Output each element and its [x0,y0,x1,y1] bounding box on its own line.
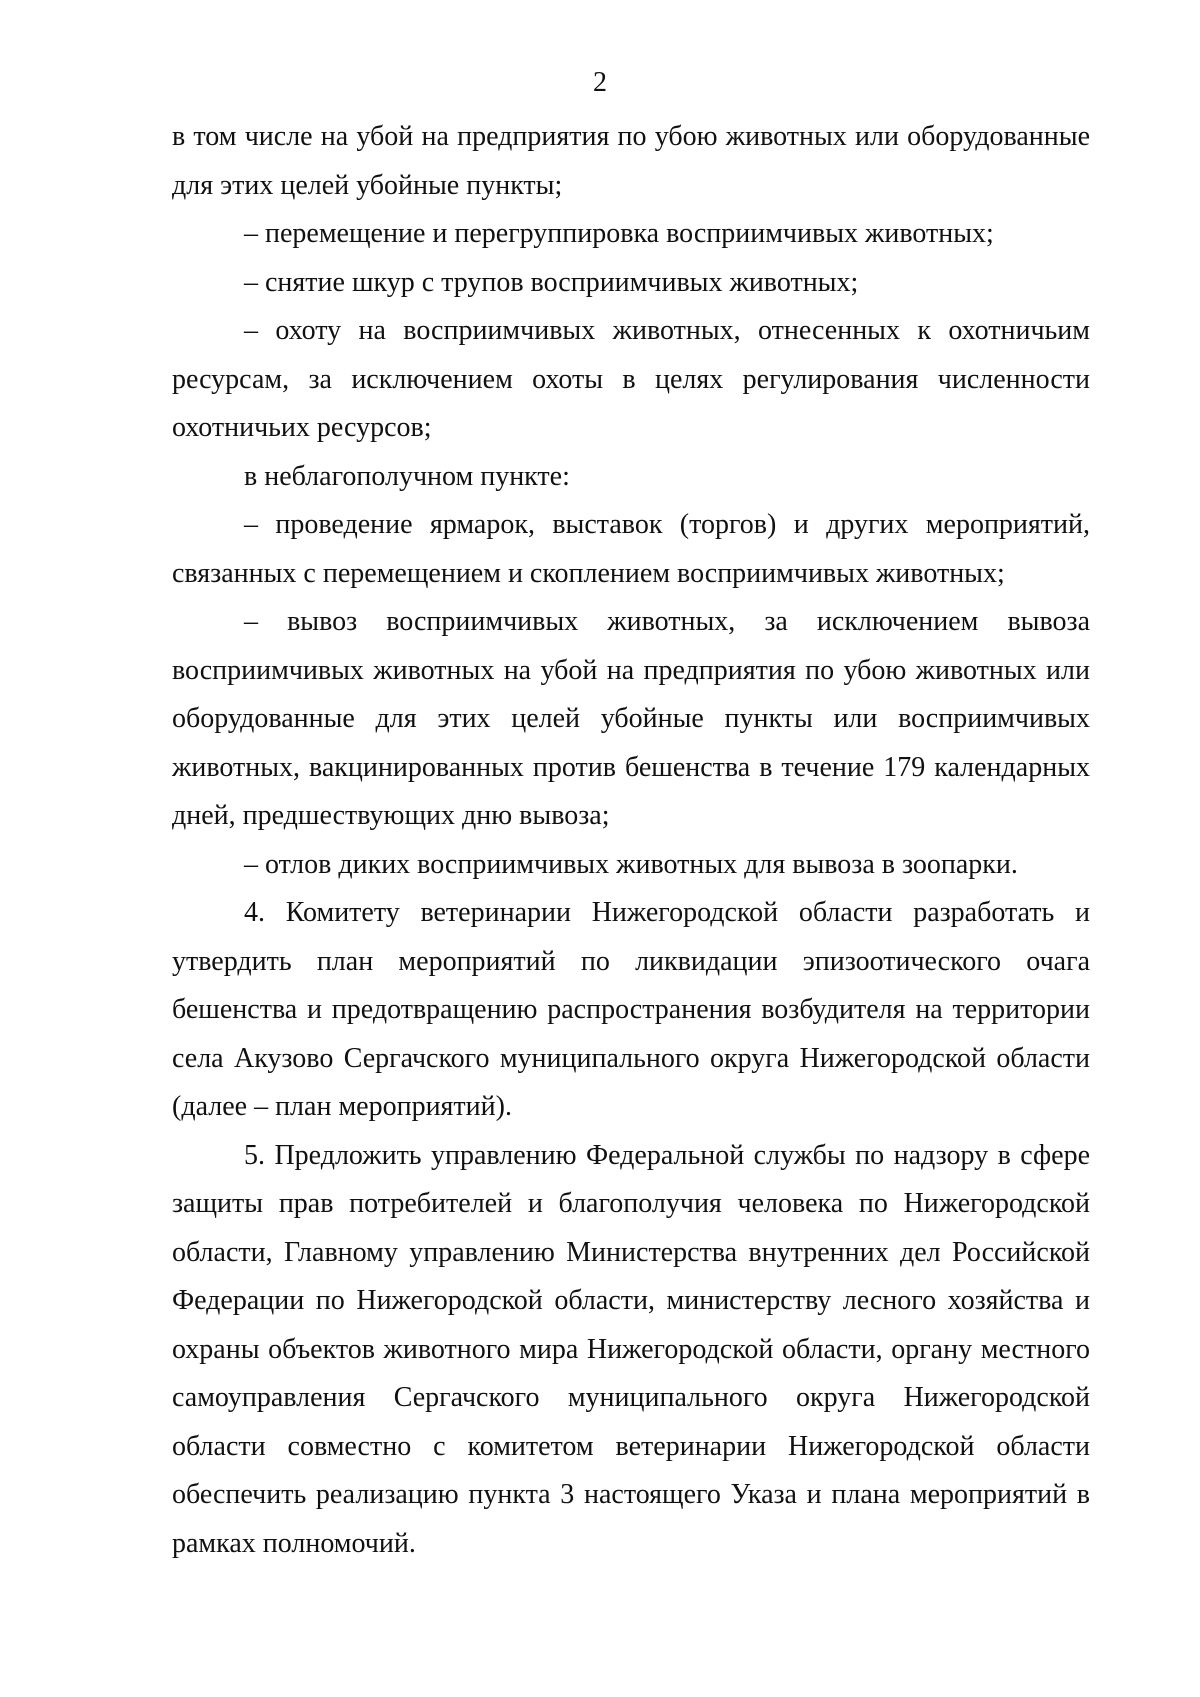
paragraph-export-animals: – вывоз восприимчивых животных, за исключением вывоза восприимчивых животных на убой на предприятия по убою животных или оборудованные для этих целей убойные пункты или восприимчивых животных, вакцинированных против бешенства в течение 179 календарных дней, предшествующих дню вывоза; [172,606,1090,831]
paragraph-skinning-carcasses: – снятие шкур с трупов восприимчивых животных; [244,266,859,298]
paragraph-movement-regrouping: – перемещение и перегруппировка восприимчивых животных; [244,218,994,249]
paragraph-capture-wild-animals: – отлов диких восприимчивых животных для вывоза в зоопарки. [244,848,1018,880]
paragraph-item-5: 5. Предложить управлению Федеральной службы по надзору в сфере защиты прав потребителей и благополучия человека по Нижегородской области, Главному управлению Министерства внутренних дел Российской Федерации по Нижегородской области, министерству лесного хозяйства и охраны объектов животного мира Нижегородской области, органу местного самоуправления Сергачского муниципального округа Нижегородской области совместно с комитетом ветеринарии Нижегородской области обеспечить реализацию пункта 3 настоящего Указа и плана мероприятий в рамках полномочий. [172,1139,1090,1559]
page-number: 2 [593,67,607,98]
paragraph-item-4: 4. Комитету ветеринарии Нижегородской области разработать и утвердить план мероприятий по ликвидации эпизоотического очага бешенства и предотвращению распространения возбудителя на территории села Акузово Сергачского муниципального округа Нижегородской области (далее – план мероприятий). [172,897,1090,1122]
paragraph-slaughter-continuation: в том числе на убой на предприятия по убою животных или оборудованные для этих целей убойные пункты; [172,121,1090,201]
paragraph-unfavorable-point-heading: в неблагополучном пункте: [244,460,570,492]
paragraph-fairs-exhibitions: – проведение ярмарок, выставок (торгов) и других мероприятий, связанных с перемещением и скоплением восприимчивых животных; [172,509,1090,589]
document-body [172,113,1090,1568]
paragraph-hunting: – охоту на восприимчивых животных, отнесенных к охотничьим ресурсам, за исключением охоты в целях регулирования численности охотничьих ресурсов; [172,315,1090,443]
